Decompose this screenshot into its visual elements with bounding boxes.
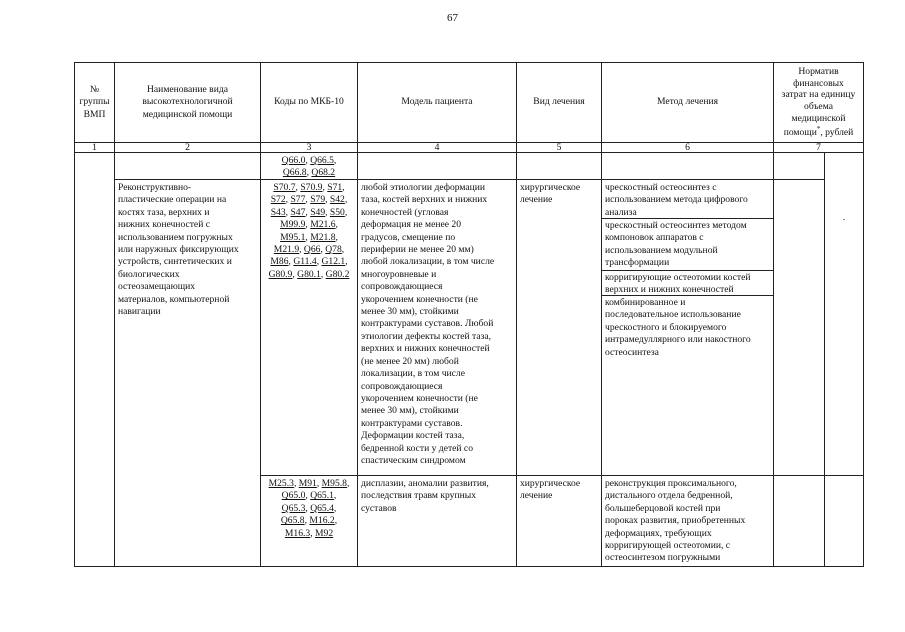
text-line: верхних и нижних конечностей: [361, 343, 490, 355]
text-line: M95.1, M21.8,: [280, 231, 338, 243]
text-line: Норматив: [798, 66, 839, 78]
text-line: последовательное использование: [605, 309, 741, 321]
text-line: остеосинтезом погружными: [605, 552, 721, 564]
treatment-type-cell: [520, 182, 600, 207]
treatment-method-cell: [605, 478, 772, 565]
top-codes-cell: [261, 155, 357, 180]
text-line: градусов, смещение по: [361, 231, 456, 243]
text-line: объема: [804, 100, 833, 112]
header-treatment-method: Метод лечения: [656, 96, 719, 108]
icd-codes-cell: [261, 478, 357, 540]
text-line: Q65.3, Q65.4,: [281, 502, 337, 514]
treatment-method-cell: [605, 272, 772, 297]
col-number: 3: [306, 142, 312, 153]
text-line: хирургическое: [520, 478, 581, 489]
text-line: лечение: [520, 490, 553, 502]
text-line: устройств, синтетических и: [118, 256, 232, 268]
text-line: G80.9, G80.1, G80.2: [268, 268, 350, 280]
text-line: спастическим синдромом: [361, 454, 466, 466]
text-line: менее 30 мм), стойкими: [361, 306, 459, 318]
text-line: лечение: [520, 194, 553, 206]
text-line: последствия травм крупных: [361, 490, 476, 502]
text-line: дистального отдела бедренной,: [605, 490, 733, 502]
treatment-method-cell: [605, 220, 772, 270]
text-line: биологических: [118, 268, 180, 280]
text-line: S72, S77, S79, S42,: [270, 194, 348, 206]
text-line: пороках развития, приобретенных: [605, 515, 746, 527]
text-line: M25.3, M91, M95.8,: [268, 478, 350, 489]
cost-norm-cell: .: [842, 212, 846, 223]
text-line: затрат на единицу: [781, 89, 856, 101]
text-line: или наружных фиксирующих: [118, 244, 239, 256]
text-line: Q65.0, Q65.1,: [281, 490, 337, 502]
text-line: пластические операции на: [118, 194, 227, 206]
text-line: суставов: [361, 502, 397, 514]
page-number: 67: [447, 12, 458, 24]
text-line: компоновок аппаратов с: [605, 232, 704, 244]
text-line: чрескостный остеосинтез с: [605, 182, 717, 193]
text-line: нижних конечностей с: [118, 219, 210, 231]
text-line: дисплазии, аномалии развития,: [361, 478, 489, 489]
header-patient-model: Модель пациента: [401, 96, 473, 108]
header-icd-codes: Коды по МКБ-10: [274, 96, 344, 108]
col-number: 5: [556, 142, 562, 153]
text-line: Q66.8, Q68.2: [282, 167, 336, 179]
text-line: таза, костей верхних и нижних: [361, 194, 488, 206]
treatment-type-cell: [520, 478, 600, 503]
text-line: сопровождающиеся: [361, 281, 443, 293]
text-line: M16.3, M92: [284, 527, 334, 539]
text-line: костях таза, верхних и: [118, 206, 210, 218]
text-line: Реконструктивно-: [118, 182, 192, 193]
patient-model-cell: [361, 478, 515, 515]
text-line: деформациях, требующих: [605, 527, 712, 539]
text-line: менее 30 мм), стойкими: [361, 405, 459, 417]
text-line: M86, G11.4, G12.1,: [270, 256, 348, 268]
text-line: укорочением конечности (не: [361, 392, 478, 404]
text-line: локализации, в том числе: [361, 368, 465, 380]
text-line: любой локализации, в том числе: [361, 256, 495, 268]
icd-codes-cell: [261, 182, 357, 281]
text-line: использованием метода цифрового: [605, 194, 748, 206]
text-line: корригирующие остеотомии костей: [605, 272, 751, 283]
patient-model-cell: [361, 182, 515, 467]
text-line: Q65.8, M16.2,: [280, 515, 338, 527]
text-line: анализа: [605, 206, 637, 218]
text-line: Q66.0, Q66.5,: [281, 155, 337, 166]
col-number: 1: [92, 142, 97, 153]
text-line: использованием погружных: [118, 231, 233, 243]
text-line: ВМП: [83, 108, 106, 120]
text-line: высокотехнологичной: [142, 96, 233, 108]
col-number: 7: [816, 142, 821, 153]
text-line: M99.9, M21.6,: [280, 219, 338, 231]
text-line: трансформации: [605, 257, 670, 269]
text-line: укорочением конечности (не: [361, 293, 478, 305]
text-line: интрамедуллярного или накостного: [605, 334, 751, 346]
text-line: хирургическое: [520, 182, 581, 193]
col-number: 4: [434, 142, 440, 153]
text-line: материалов, компьютерной: [118, 293, 230, 305]
text-line: медицинской: [791, 112, 846, 124]
header-cost-norm: Норматив финансовых затрат на единицу объема медицинской помощи*, рублей: [781, 66, 856, 139]
text-line: №: [89, 83, 100, 95]
text-line: деформация не менее 20: [361, 219, 462, 231]
col-number: 6: [685, 142, 690, 153]
text-line: верхних и нижних конечностей: [605, 284, 734, 296]
text-line: чрескостного и блокируемого: [605, 321, 727, 333]
header-treatment-type: Вид лечения: [533, 96, 585, 108]
text-line: периферии не менее 20 мм): [361, 244, 474, 256]
header-vmp-name: [115, 63, 260, 142]
treatment-method-cell: [605, 182, 772, 219]
text-line: (не менее 20 мм) любой: [361, 355, 459, 367]
text-line: контрактурами суставов. Любой: [361, 318, 494, 330]
text-line: Наименование вида: [147, 83, 228, 95]
treatment-method-cell: [605, 297, 772, 359]
text-line: Деформации костей таза,: [361, 430, 465, 442]
text-line: комбинированное и: [605, 297, 686, 308]
text-line: конечностей (угловая: [361, 206, 449, 218]
text-line: M21.9, Q66, Q78,: [273, 244, 345, 256]
text-line: сопровождающиеся: [361, 380, 443, 392]
text-line: S70.7, S70.9, S71,: [273, 182, 345, 193]
text-line: корригирующей остеотомии, с: [605, 540, 731, 552]
text-line: этиологии дефекты костей таза,: [361, 330, 492, 342]
text-line: чрескостный остеосинтез методом: [605, 220, 747, 231]
vmp-table: [74, 62, 864, 567]
text-line: большеберцовой костей при: [605, 502, 721, 514]
text-line: остеосинтеза: [605, 346, 659, 358]
text-line: бедренной кости у детей со: [361, 442, 473, 454]
col-number: 2: [185, 142, 190, 153]
text-line: остеозамещающих: [118, 281, 196, 293]
text-line: S43, S47, S49, S50,: [270, 206, 348, 218]
text-line: любой этиологии деформации: [361, 182, 486, 193]
text-line: группы: [79, 96, 110, 108]
text-line: медицинской помощи: [142, 108, 233, 120]
vmp-name-cell: [118, 182, 258, 318]
text-line: реконструкция проксимального,: [605, 478, 737, 489]
text-line: использованием модульной: [605, 244, 718, 256]
text-line: контрактурами суставов.: [361, 417, 463, 429]
header-group-number: [75, 63, 114, 142]
text-line: навигации: [118, 306, 161, 318]
text-line: многоуровневые и: [361, 268, 437, 280]
text-line: финансовых: [793, 77, 844, 89]
